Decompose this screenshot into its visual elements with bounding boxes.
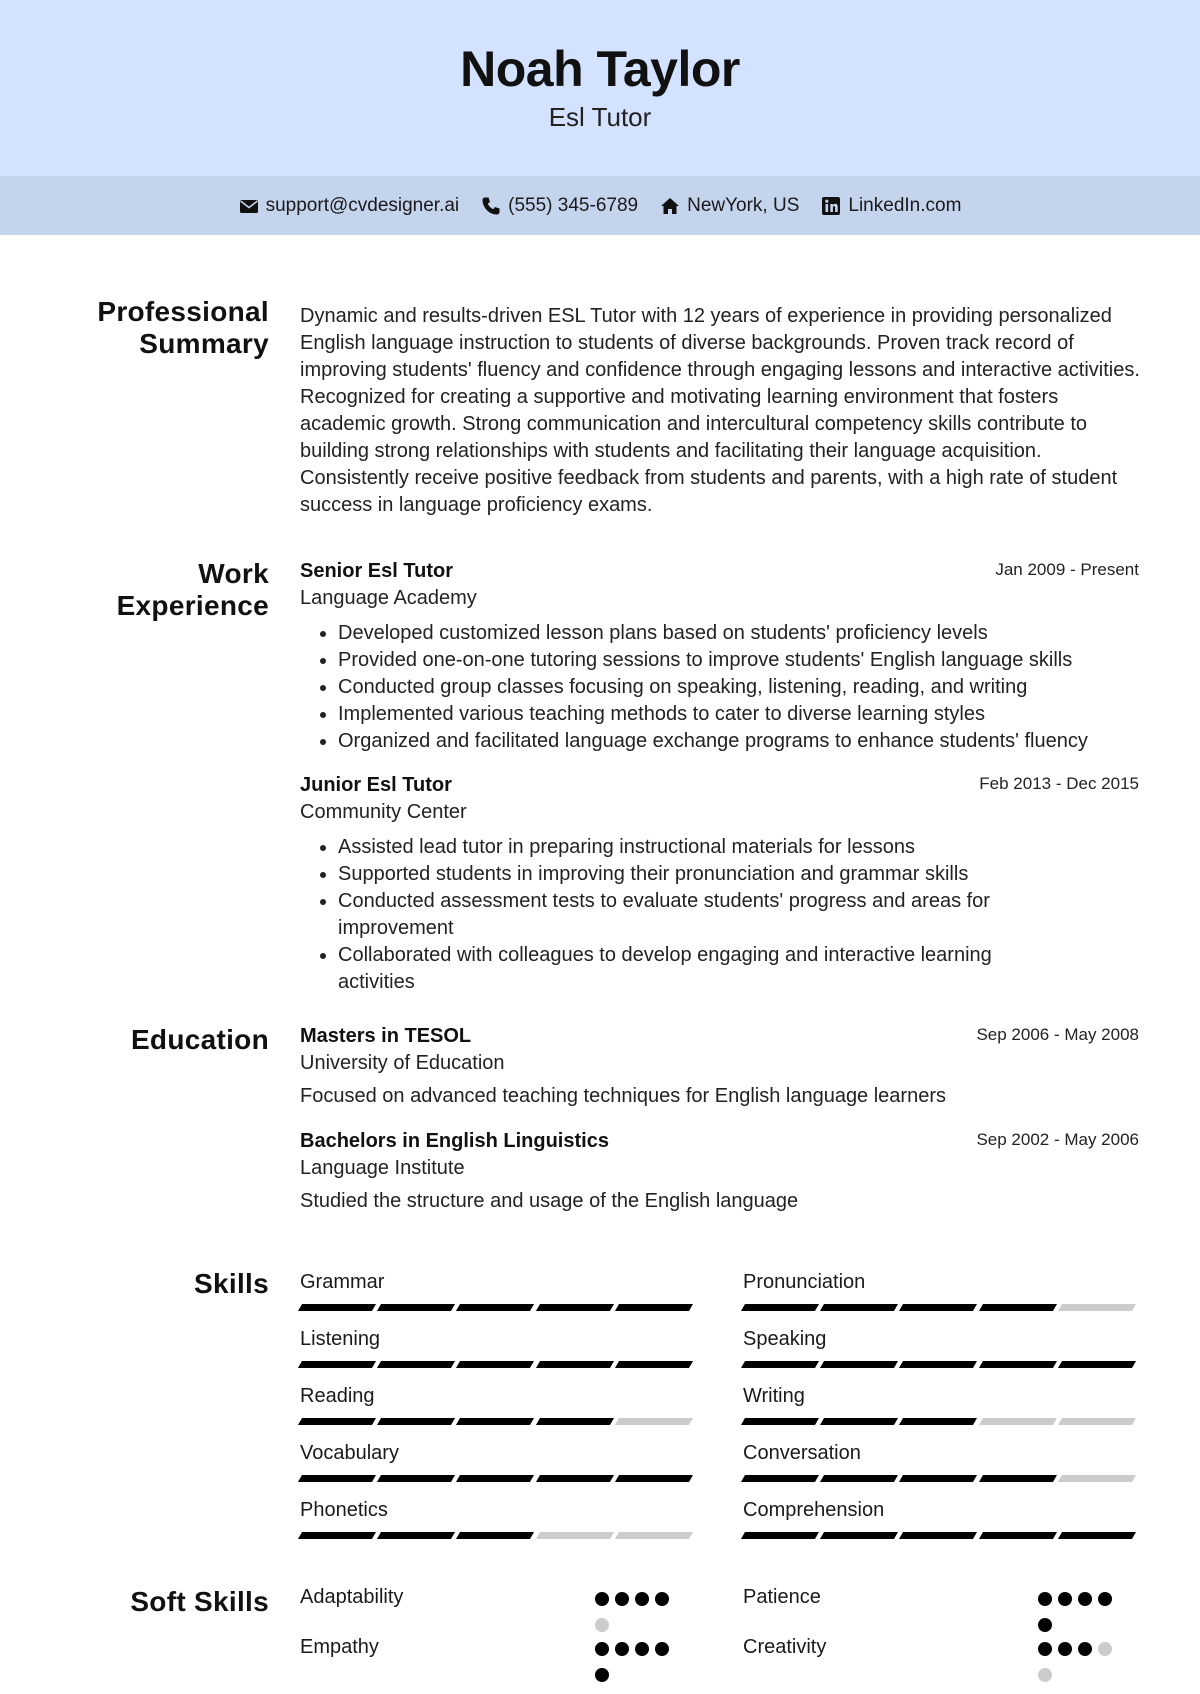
skill-level-segment <box>979 1532 1057 1539</box>
skill-level-segment <box>377 1304 455 1311</box>
skill-level-segment <box>298 1532 376 1539</box>
rating-dot <box>595 1668 609 1682</box>
rating-dot <box>1078 1592 1092 1606</box>
education-description: Focused on advanced teaching techniques for English language learners <box>300 1085 946 1107</box>
soft-skill-name: Adaptability <box>300 1586 404 1608</box>
skill-level-segment <box>536 1361 614 1368</box>
skill-level-segment <box>1058 1532 1136 1539</box>
home-icon <box>660 196 680 216</box>
soft-skill-rating <box>595 1642 685 1694</box>
skill-level-segment <box>820 1532 898 1539</box>
contact-linkedin[interactable] <box>821 195 961 217</box>
skill-level-bar <box>300 1304 696 1311</box>
skill-name: Vocabulary <box>300 1442 399 1464</box>
skill-level-segment <box>456 1532 534 1539</box>
skill-level-bar <box>743 1532 1139 1539</box>
school-name: University of Education <box>300 1052 505 1074</box>
degree-title: Masters in TESOL <box>300 1025 472 1047</box>
rating-dot <box>595 1592 609 1606</box>
section-title-line: Soft Skills <box>130 1586 269 1617</box>
skill-level-segment <box>979 1361 1057 1368</box>
skill-item <box>300 1499 696 1539</box>
skill-item <box>743 1385 1139 1425</box>
skill-level-segment <box>615 1418 693 1425</box>
list-item: • Implemented various teaching methods to cater to diverse learning styles <box>338 701 1139 728</box>
soft-skill-rating <box>1038 1592 1128 1644</box>
skill-level-segment <box>615 1361 693 1368</box>
rating-dot <box>1078 1642 1092 1656</box>
skill-level-bar <box>300 1475 696 1482</box>
skill-level-segment <box>899 1304 977 1311</box>
rating-dot <box>655 1642 669 1656</box>
soft-skill-rating <box>595 1592 685 1644</box>
rating-dot <box>635 1592 649 1606</box>
skill-level-bar <box>743 1475 1139 1482</box>
skill-name: Writing <box>743 1385 805 1407</box>
rating-dot <box>1058 1592 1072 1606</box>
section-title-line: Experience <box>116 590 269 621</box>
skill-level-segment <box>536 1304 614 1311</box>
skill-level-segment <box>377 1532 455 1539</box>
skill-item <box>300 1442 696 1482</box>
education-entry <box>300 1025 1139 1108</box>
contact-location-text: NewYork, US <box>687 194 800 216</box>
job-title: Junior Esl Tutor <box>300 774 452 796</box>
degree-title: Bachelors in English Linguistics <box>300 1130 609 1152</box>
skill-level-segment <box>979 1418 1057 1425</box>
rating-dot <box>595 1618 609 1632</box>
skill-level-segment <box>298 1361 376 1368</box>
skill-level-segment <box>536 1418 614 1425</box>
skill-level-segment <box>899 1418 977 1425</box>
section-title-summary <box>60 296 269 360</box>
rating-dot <box>655 1592 669 1606</box>
skill-level-segment <box>1058 1361 1136 1368</box>
contact-bar <box>0 176 1200 235</box>
soft-skill-name: Patience <box>743 1586 821 1608</box>
skill-level-bar <box>300 1418 696 1425</box>
list-item: • Provided one-on-one tutoring sessions to improve students' English language skills <box>338 647 1139 674</box>
skill-name: Conversation <box>743 1442 861 1464</box>
education-description: Studied the structure and usage of the English language <box>300 1190 799 1212</box>
phone-icon <box>481 196 501 216</box>
list-item: • Collaborated with colleagues to develop engaging and interactive learning activities <box>338 942 1058 996</box>
skill-level-segment <box>1058 1418 1136 1425</box>
contact-email-text: support@cvdesigner.ai <box>265 194 460 216</box>
school-name: Language Institute <box>300 1157 465 1179</box>
skill-level-bar <box>300 1532 696 1539</box>
skill-level-segment <box>615 1475 693 1482</box>
section-title-work <box>60 558 269 622</box>
skill-level-segment <box>979 1475 1057 1482</box>
contact-linkedin-text: LinkedIn.com <box>848 194 962 216</box>
rating-dot <box>1038 1668 1052 1682</box>
skill-level-segment <box>741 1418 819 1425</box>
list-item: • Supported students in improving their pronunciation and grammar skills <box>338 861 1058 888</box>
skill-level-segment <box>741 1304 819 1311</box>
skill-level-segment <box>456 1475 534 1482</box>
skill-level-segment <box>377 1418 455 1425</box>
skill-level-bar <box>300 1361 696 1368</box>
job-organization: Language Academy <box>300 587 477 609</box>
skill-level-segment <box>298 1475 376 1482</box>
contact-phone[interactable] <box>481 195 638 217</box>
rating-dot <box>1038 1618 1052 1632</box>
rating-dot <box>1038 1592 1052 1606</box>
skill-level-segment <box>536 1532 614 1539</box>
job-title: Senior Esl Tutor <box>300 560 453 582</box>
skill-name: Phonetics <box>300 1499 388 1521</box>
skill-name: Grammar <box>300 1271 385 1293</box>
skill-level-segment <box>820 1475 898 1482</box>
skill-item <box>743 1442 1139 1482</box>
rating-dot <box>1058 1642 1072 1656</box>
education-dates: Sep 2006 - May 2008 <box>976 1025 1139 1044</box>
soft-skill-name: Creativity <box>743 1636 827 1658</box>
candidate-title: Esl Tutor <box>548 102 652 132</box>
education-entry <box>300 1130 1139 1213</box>
skill-name: Speaking <box>743 1328 827 1350</box>
skill-level-segment <box>298 1304 376 1311</box>
rating-dot <box>595 1642 609 1656</box>
skill-item <box>300 1271 696 1311</box>
skill-level-segment <box>456 1304 534 1311</box>
contact-location <box>660 195 799 217</box>
skill-item <box>300 1385 696 1425</box>
job-entry <box>300 560 1139 755</box>
skill-level-segment <box>377 1361 455 1368</box>
skill-name: Comprehension <box>743 1499 885 1521</box>
contact-email[interactable] <box>239 195 460 217</box>
skill-level-bar <box>743 1361 1139 1368</box>
job-bullets <box>300 834 1058 996</box>
skill-name: Reading <box>300 1385 375 1407</box>
skill-name: Listening <box>300 1328 381 1350</box>
section-title-line: Education <box>130 1024 269 1055</box>
list-item: • Conducted group classes focusing on speaking, listening, reading, and writing <box>338 674 1139 701</box>
section-title-line: Professional <box>97 296 269 327</box>
list-item: • Conducted assessment tests to evaluate students' progress and areas for improvement <box>338 888 1058 942</box>
section-title-education <box>60 1024 269 1056</box>
rating-dot <box>1038 1642 1052 1656</box>
skill-level-segment <box>1058 1304 1136 1311</box>
skill-item <box>743 1271 1139 1311</box>
skill-level-segment <box>899 1532 977 1539</box>
skill-level-segment <box>615 1304 693 1311</box>
skill-level-segment <box>820 1361 898 1368</box>
section-title-line: Skills <box>194 1268 269 1299</box>
skill-name: Pronunciation <box>743 1271 866 1293</box>
skill-level-segment <box>456 1418 534 1425</box>
job-entry <box>300 774 1139 996</box>
skill-item <box>300 1328 696 1368</box>
contact-phone-text: (555) 345-6789 <box>508 194 639 216</box>
envelope-icon <box>239 196 259 216</box>
skill-level-segment <box>820 1418 898 1425</box>
resume-header <box>0 0 1200 176</box>
skill-item <box>743 1328 1139 1368</box>
skill-level-segment <box>1058 1475 1136 1482</box>
skill-level-segment <box>979 1304 1057 1311</box>
section-title-soft-skills <box>60 1586 269 1618</box>
skill-level-segment <box>377 1475 455 1482</box>
job-bullets <box>300 620 1139 755</box>
skill-level-segment <box>899 1361 977 1368</box>
skill-level-bar <box>743 1418 1139 1425</box>
candidate-name: Noah Taylor <box>460 41 740 97</box>
section-title-line: Work <box>198 558 269 589</box>
skill-level-segment <box>741 1532 819 1539</box>
skill-level-segment <box>615 1532 693 1539</box>
skill-level-segment <box>298 1418 376 1425</box>
rating-dot <box>635 1642 649 1656</box>
list-item: • Organized and facilitated language exchange programs to enhance students' fluency <box>338 728 1139 755</box>
skill-level-bar <box>743 1304 1139 1311</box>
rating-dot <box>1098 1592 1112 1606</box>
education-dates: Sep 2002 - May 2006 <box>976 1130 1139 1149</box>
soft-skill-name: Empathy <box>300 1636 379 1658</box>
skill-level-segment <box>456 1361 534 1368</box>
skill-level-segment <box>741 1361 819 1368</box>
skill-level-segment <box>820 1304 898 1311</box>
list-item: • Developed customized lesson plans based on students' proficiency levels <box>338 620 1139 647</box>
job-dates: Jan 2009 - Present <box>995 560 1139 579</box>
skill-level-segment <box>741 1475 819 1482</box>
skill-item <box>743 1499 1139 1539</box>
section-title-line: Summary <box>139 328 269 359</box>
rating-dot <box>1098 1642 1112 1656</box>
skill-level-segment <box>536 1475 614 1482</box>
soft-skill-rating <box>1038 1642 1128 1694</box>
skill-level-segment <box>899 1475 977 1482</box>
linkedin-icon <box>821 196 841 216</box>
rating-dot <box>615 1592 629 1606</box>
job-organization: Community Center <box>300 801 467 823</box>
job-dates: Feb 2013 - Dec 2015 <box>979 774 1139 793</box>
list-item: • Assisted lead tutor in preparing instructional materials for lessons <box>338 834 1058 861</box>
rating-dot <box>615 1642 629 1656</box>
summary-text: Dynamic and results-driven ESL Tutor with 12 years of experience in providing personalized English language instruction to students of diverse backgrounds. Proven track record of improving students' fluency and confidence through engaging lessons and interactive activities. Recognized for creating a supportive and motivating learning environment that fosters academic growth. Strong communication and intercultural competency skills contribute to building strong relationships with students and facilitating their language acquisition. Consistently receive positive feedback from students and parents, with a high rate of student success in language proficiency exams. <box>300 305 1140 516</box>
section-title-skills <box>60 1268 269 1300</box>
